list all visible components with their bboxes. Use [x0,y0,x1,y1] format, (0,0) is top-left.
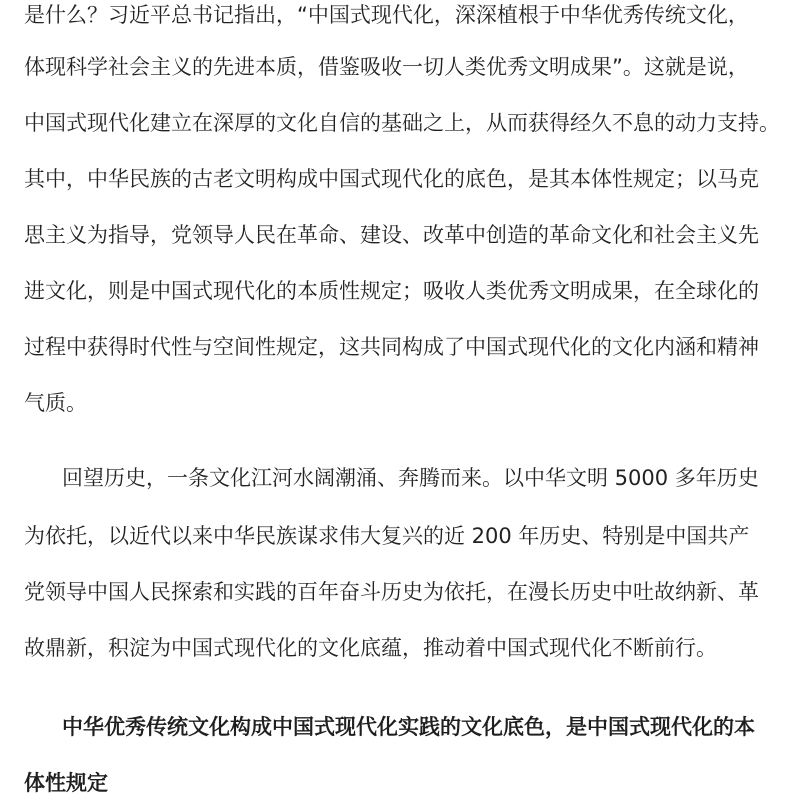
section-heading-line-1: 中华优秀传统文化构成中国式现代化实践的文化底色，是中国式现代化的本 [62,715,755,739]
paragraph-1-line-7: 过程中获得时代性与空间性规定，这共同构成了中国式现代化的文化内涵和精神 [24,335,759,359]
paragraph-1-line-2: 体现科学社会主义的先进本质，借鉴吸收一切人类优秀文明成果”。这就是说， [24,55,749,79]
paragraph-2-line-3: 党领导中国人民探索和实践的百年奋斗历史为依托，在漫长历史中吐故纳新、革 [24,580,759,604]
paragraph-1-line-3: 中国式现代化建立在深厚的文化自信的基础之上，从而获得经久不息的动力支持。 [24,111,780,135]
paragraph-1-line-6: 进文化，则是中国式现代化的本质性规定；吸收人类优秀文明成果，在全球化的 [24,279,759,303]
paragraph-1-line-4: 其中，中华民族的古老文明构成中国式现代化的底色，是其本体性规定；以马克 [24,167,759,191]
paragraph-1-line-1: 是什么？习近平总书记指出，“中国式现代化，深深植根于中华优秀传统文化， [24,3,749,27]
paragraph-1-line-5: 思主义为指导，党领导人民在革命、建设、改革中创造的革命文化和社会主义先 [24,223,759,247]
section-heading-line-2: 体性规定 [24,771,108,795]
paragraph-2-line-1: 回望历史，一条文化江河水阔潮涌、奔腾而来。以中华文明 5000 多年历史 [62,466,759,490]
paragraph-1-line-8: 气质。 [24,391,87,415]
paragraph-2-line-2: 为依托，以近代以来中华民族谋求伟大复兴的近 200 年历史、特别是中国共产 [24,524,750,548]
paragraph-2-line-4: 故鼎新，积淀为中国式现代化的文化底蕴，推动着中国式现代化不断前行。 [24,636,717,660]
